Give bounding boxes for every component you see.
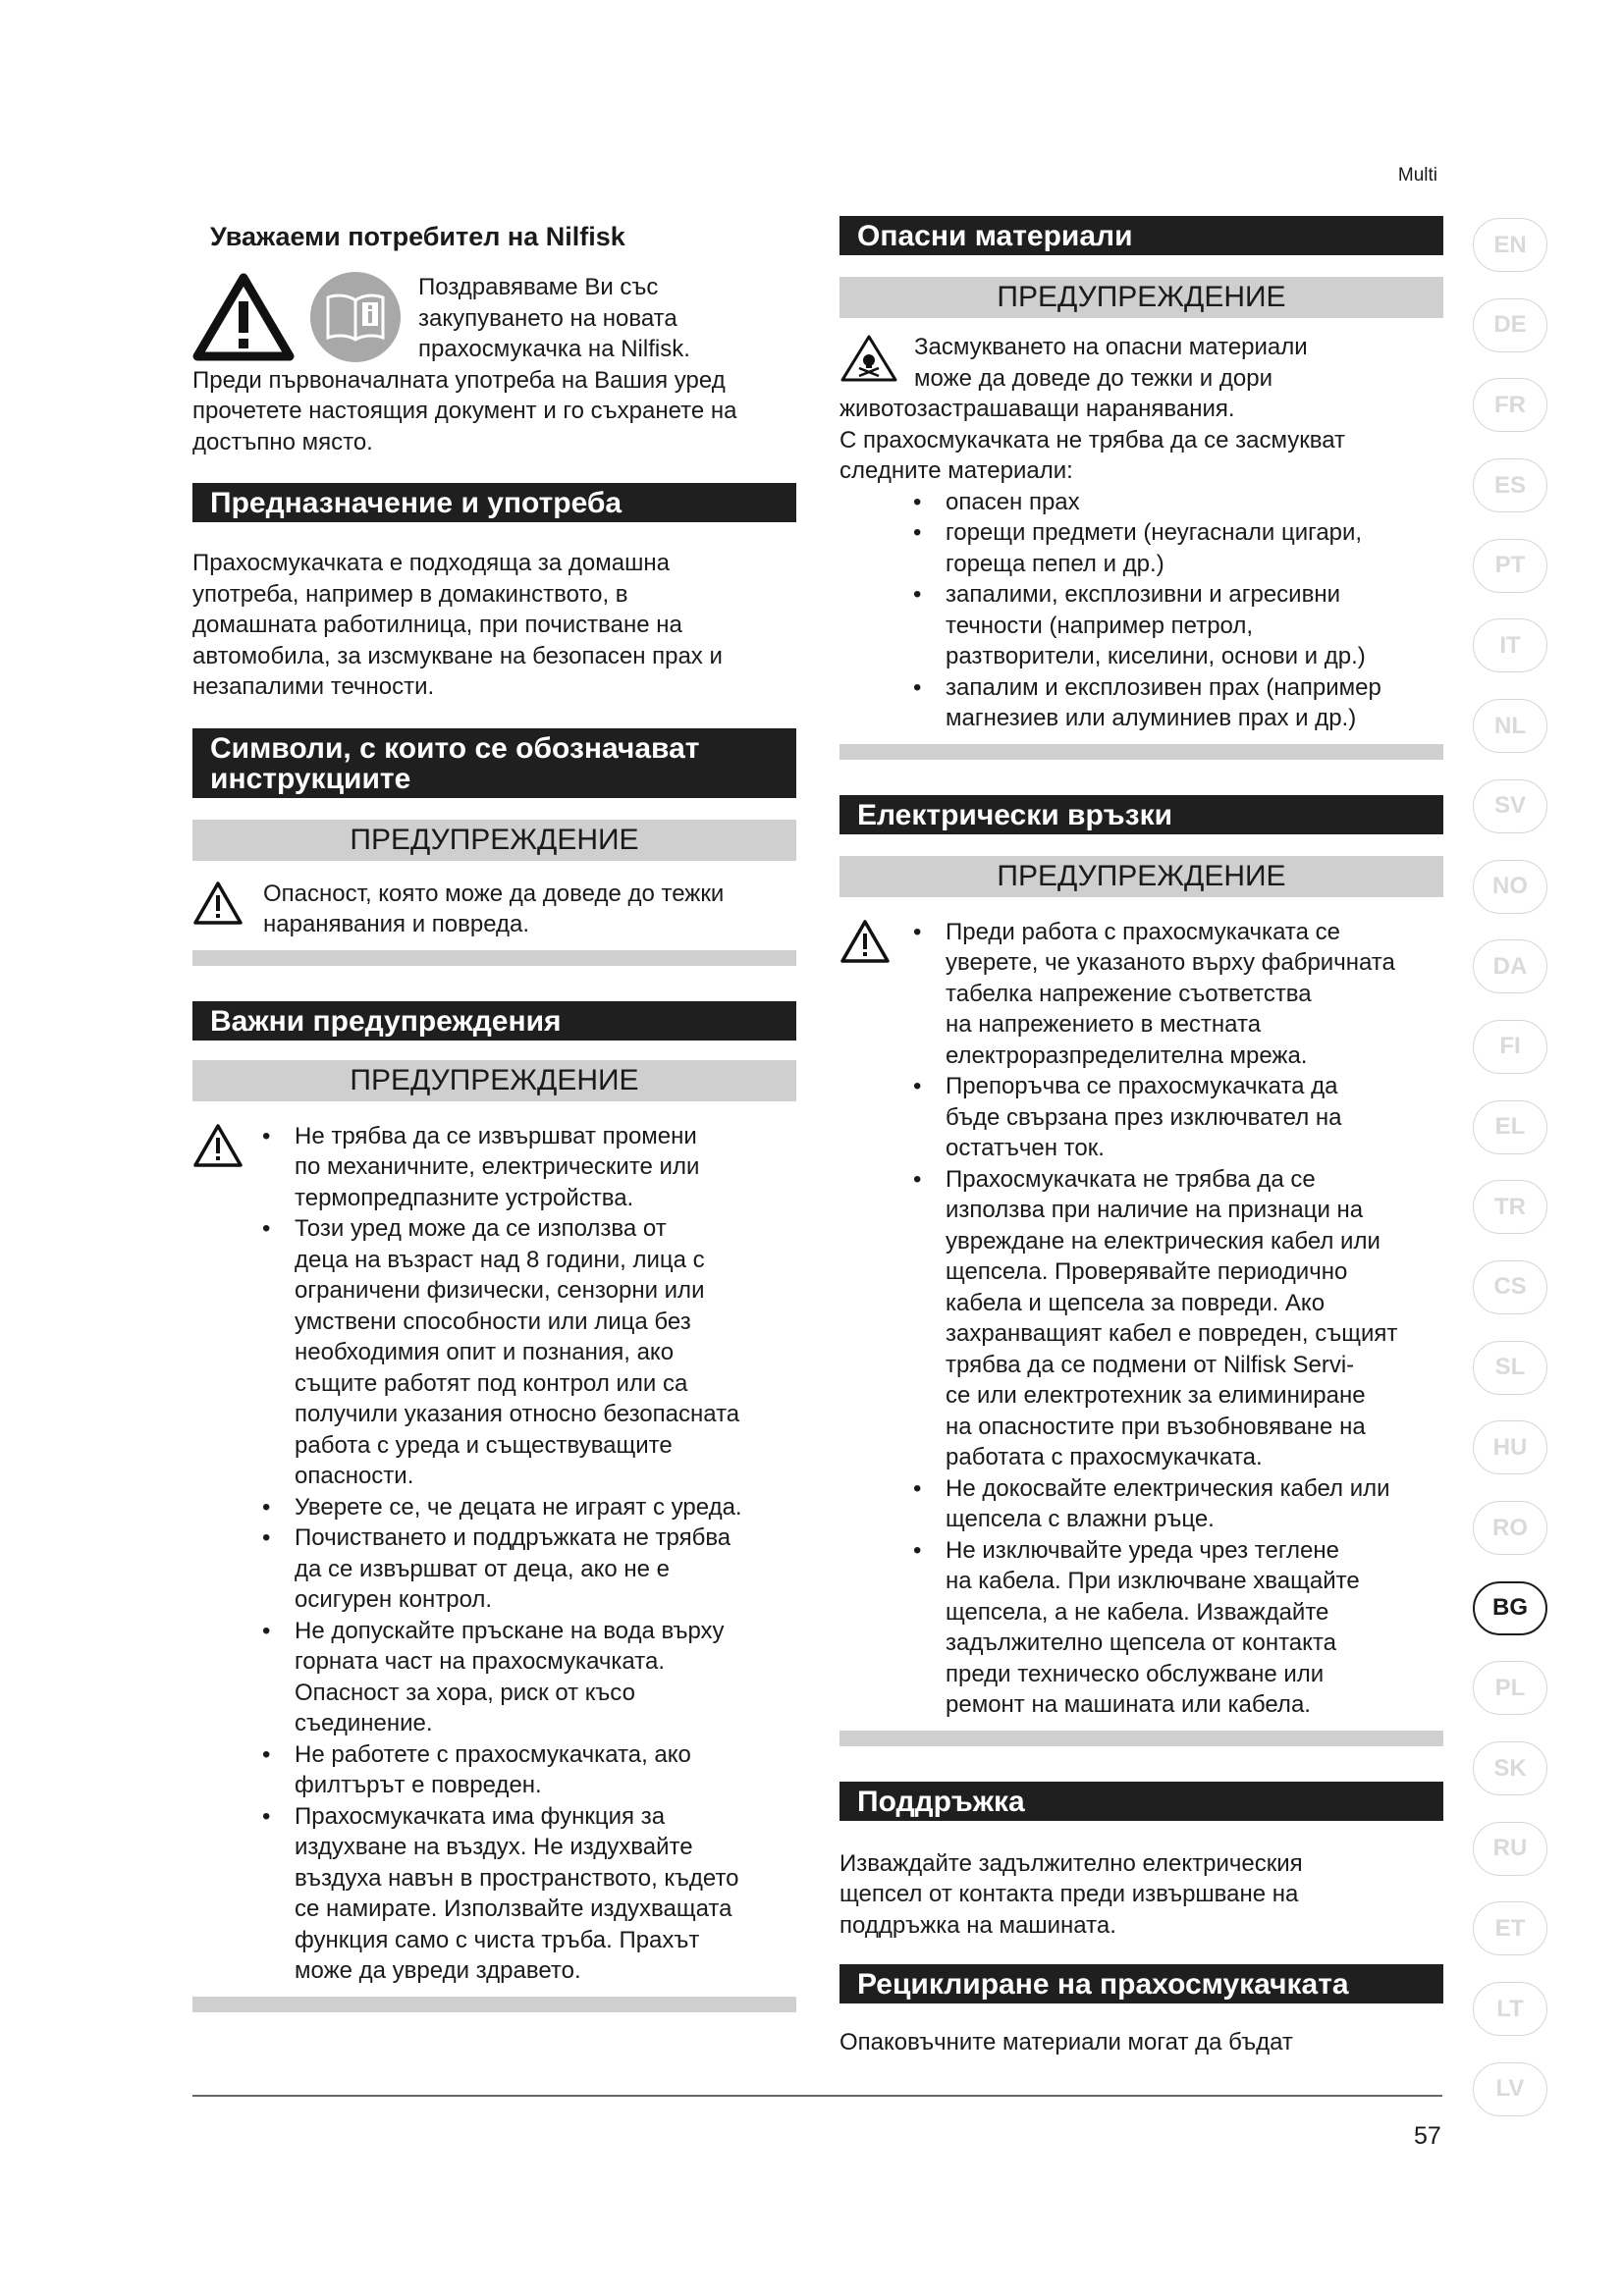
recycling-line: Опаковъчните материали могат да бъдат [839, 2029, 1293, 2056]
language-tabs [1473, 218, 1551, 2143]
intro-row [192, 272, 796, 365]
language-tab-ru[interactable]: RU [1473, 1822, 1547, 1876]
list-item: • Не трябва да се извършват промени по механичните, електрическите или термопредпазните устройства. [259, 1121, 742, 1214]
hazardous-icon-line: може да доведе до тежки и дори [914, 364, 1272, 392]
purpose-line: употреба, например в домакинството, в [192, 580, 628, 608]
symbols-text-line: Опасност, която може да доведе до тежки [263, 880, 725, 907]
list-item: • горещи предмети (неугаснали цигари, гореща пепел и др.) [910, 517, 1443, 579]
language-tab-sk[interactable]: SK [1473, 1741, 1547, 1795]
hazardous-icon-line: Засмукването на опасни материали [914, 334, 1308, 360]
language-tab-cs[interactable]: CS [1473, 1260, 1547, 1314]
language-tab-da[interactable]: DA [1473, 939, 1547, 993]
list-item: • Препоръчва се прахосмукачката да бъде свързана през изключвател на остатъчен ток. [910, 1071, 1397, 1164]
intro-line: достъпно място. [192, 428, 373, 455]
section-purpose-title: Предназначение и употреба [192, 483, 796, 522]
left-column [192, 216, 796, 2012]
important-warning-label: ПРЕДУПРЕЖДЕНИЕ [192, 1060, 796, 1101]
intro-side-line: прахосмукачка на Nilfisk. [418, 336, 690, 362]
maintenance-line: Изваждайте задължително електрическия [839, 1849, 1303, 1877]
hazardous-line: животозастрашаващи наранявания. [839, 396, 1235, 422]
warning-triangle-icon [192, 1123, 244, 1168]
language-tab-en[interactable]: EN [1473, 218, 1547, 272]
intro-line: прочетете настоящия документ и го съхранете на [192, 398, 737, 424]
list-item: • Прахосмукачката не трябва да се използва при наличие на признаци на увреждане на електрическия кабел или щепсела. Проверявайте периодично кабела и щепсела за повреди. Ако захранващият кабел е повреден, същият трябва да се подмени от Nilfisk Servi- ce или електротехник за елиминиране на опасностите при възобновяване на работата с прахосмукачката. [910, 1164, 1397, 1473]
section-recycling-title: Рециклиране на прахосмукачката [839, 1964, 1443, 2003]
recycling-body [839, 2027, 1443, 2058]
purpose-line: домашната работилница, при почистване на [192, 612, 682, 638]
electrical-list [910, 917, 1397, 1721]
list-item: • Не изключвайте уреда чрез теглене на кабела. При изключване хващайте щепсела, а не кабела. Изваждайте задължително щепсела от контакта преди техническо обслужване или ремонт на машината или кабела. [910, 1535, 1397, 1721]
language-tab-ro[interactable]: RO [1473, 1501, 1547, 1555]
list-item: • Не допускайте пръскане на вода върху горната част на прахосмукачката. Опасност за хора, риск от късо съединение. [259, 1616, 742, 1739]
section-hazardous-title: Опасни материали [839, 216, 1443, 255]
symbols-title-line: Символи, с които се обозначават [210, 731, 700, 765]
warning-end-bar [192, 950, 796, 966]
warning-end-bar [839, 1731, 1443, 1746]
symbols-text-line: наранявания и повреда. [263, 911, 530, 937]
intro-line: Преди първоначалната употреба на Вашия уред [192, 366, 726, 394]
list-item: • Почистването и поддръжката не трябва да се извършват от деца, ако не е осигурен контрол. [259, 1522, 742, 1616]
hazardous-list [910, 487, 1443, 734]
language-tab-fi[interactable]: FI [1473, 1020, 1547, 1074]
language-tab-it[interactable]: IT [1473, 618, 1547, 672]
electrical-warning-label: ПРЕДУПРЕЖДЕНИЕ [839, 856, 1443, 897]
language-tab-tr[interactable]: TR [1473, 1180, 1547, 1234]
toxic-hazard-icon [839, 334, 898, 383]
language-tab-pl[interactable]: PL [1473, 1661, 1547, 1715]
section-maintenance-title: Поддръжка [839, 1782, 1443, 1821]
hazardous-warning-label: ПРЕДУПРЕЖДЕНИЕ [839, 277, 1443, 318]
language-tab-lv[interactable]: LV [1473, 2062, 1547, 2116]
language-tab-et[interactable]: ET [1473, 1901, 1547, 1955]
warning-triangle-icon [192, 272, 295, 362]
language-tab-pt[interactable]: PT [1473, 539, 1547, 593]
intro-body [192, 365, 796, 458]
warning-end-bar [839, 744, 1443, 760]
warning-end-bar [192, 1997, 796, 2012]
symbols-warning-label: ПРЕДУПРЕЖДЕНИЕ [192, 820, 796, 861]
section-electrical-title: Електрически връзки [839, 795, 1443, 834]
language-tab-hu[interactable]: HU [1473, 1420, 1547, 1474]
language-tab-bg[interactable]: BG [1473, 1581, 1547, 1635]
language-tab-es[interactable]: ES [1473, 458, 1547, 512]
purpose-line: незапалими течности. [192, 673, 435, 700]
important-warning-row [192, 1121, 796, 1987]
maintenance-line: щепсел от контакта преди извършване на [839, 1881, 1299, 1907]
intro-side-text [418, 272, 690, 365]
symbols-warning-row [192, 879, 796, 940]
symbols-title-line: инструкциите [210, 762, 411, 795]
section-important-title: Важни предупреждения [192, 1001, 796, 1041]
list-item: • опасен прах [910, 487, 1443, 518]
list-item: • запалими, експлозивни и агресивни течности (например петрол, разтворители, киселини, основи и др.) [910, 579, 1443, 672]
hazardous-body [839, 394, 1443, 487]
intro-title: Уважаеми потребител на Nilfisk [210, 222, 625, 251]
list-item: • запалим и експлозивен прах (например магнезиев или алуминиев прах и др.) [910, 672, 1443, 734]
important-list [259, 1121, 742, 1987]
hazardous-warning-row [839, 332, 1443, 394]
brand-label: Multi [1397, 165, 1437, 186]
language-tab-nl[interactable]: NL [1473, 699, 1547, 753]
manual-info-icon [310, 272, 401, 362]
list-item: • Този уред може да се използва от деца на възраст над 8 години, лица с ограничени физически, сензорни или умствени способности или лица без необходимия опит и познания, ако същите работят под контрол или са получили указания относно безопасната работа с уреда и съществуващите опасности. [259, 1213, 742, 1492]
hazardous-line: С прахосмукачката не трябва да се засмукват [839, 426, 1346, 454]
right-column [839, 216, 1443, 2058]
electrical-warning-row [839, 917, 1443, 1721]
intro-side-line: закупуването на новата [418, 304, 677, 332]
language-tab-fr[interactable]: FR [1473, 378, 1547, 432]
list-item: • Прахосмукачката има функция за издухване на въздух. Не издухвайте въздуха навън в пространството, където се намирате. Използвайте издухващата функция само с чиста тръба. Прахът може да увреди здравето. [259, 1801, 742, 1987]
list-item: • Уверете се, че децата не играят с уреда. [259, 1492, 742, 1523]
maintenance-line: поддръжка на машината. [839, 1911, 1116, 1939]
warning-triangle-icon [839, 919, 891, 964]
language-tab-el[interactable]: EL [1473, 1100, 1547, 1154]
list-item: • Не докосвайте електрическия кабел или щепсела с влажни ръце. [910, 1473, 1397, 1535]
language-tab-lt[interactable]: LT [1473, 1982, 1547, 2036]
purpose-line: автомобила, за изсмукване на безопасен прах и [192, 642, 723, 669]
language-tab-no[interactable]: NO [1473, 860, 1547, 914]
purpose-line: Прахосмукачката е подходяща за домашна [192, 550, 670, 576]
language-tab-sv[interactable]: SV [1473, 779, 1547, 833]
language-tab-sl[interactable]: SL [1473, 1341, 1547, 1395]
maintenance-body [839, 1848, 1443, 1942]
hazardous-line: следните материали: [839, 457, 1073, 484]
list-item: • Преди работа с прахосмукачката се уверете, че указаното върху фабричната табелка напрежение съответства на напрежението в местната електроразпределителна мрежа. [910, 917, 1397, 1072]
section-symbols-title [192, 728, 796, 798]
list-item: • Не работете с прахосмукачката, ако филтърът е повреден. [259, 1739, 742, 1801]
intro-side-line: Поздравяваме Ви със [418, 274, 659, 300]
warning-triangle-icon [192, 881, 244, 926]
footer-divider [192, 2095, 1442, 2097]
page-number: 57 [1414, 2122, 1441, 2150]
purpose-body [192, 548, 796, 703]
language-tab-de[interactable]: DE [1473, 298, 1547, 352]
